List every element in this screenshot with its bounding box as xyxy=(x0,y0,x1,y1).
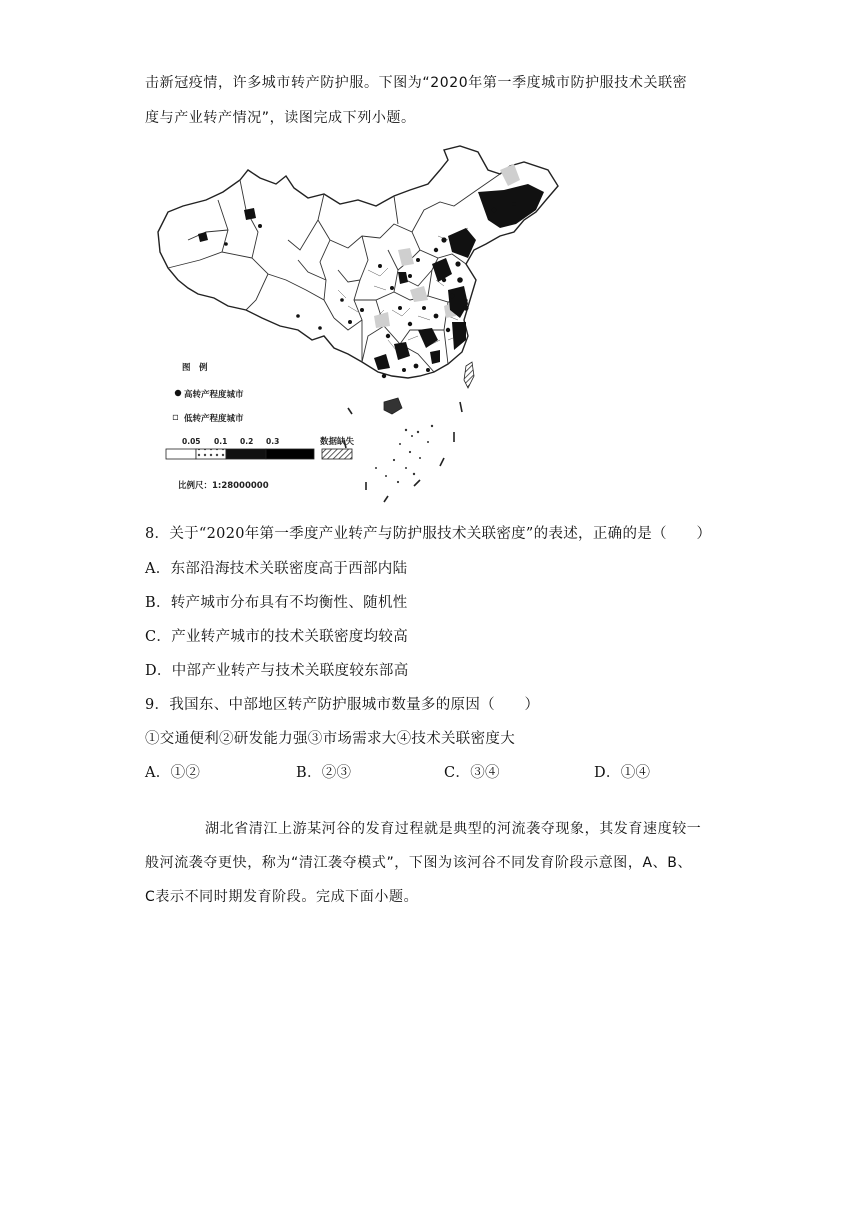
china-map-figure xyxy=(148,140,568,512)
scale-tick-2: 0.1 xyxy=(214,437,228,446)
legend-title: 图 例 xyxy=(182,363,208,373)
china-outline xyxy=(158,146,558,378)
legend-low-label: 低转产程度城市 xyxy=(184,414,244,424)
intro-line-1: 击新冠疫情，许多城市转产防护服。下图为“2020年第一季度城市防护服技术关联密 xyxy=(145,75,688,91)
south-china-sea-islands xyxy=(375,425,433,483)
scale-tick-3: 0.2 xyxy=(240,437,254,446)
q8-stem: 8．关于“2020年第一季度产业转产与防护服技术关联密度”的表述，正确的是（ ） xyxy=(145,526,712,542)
density-scale-bar xyxy=(166,449,352,459)
legend-high-label: 高转产程度城市 xyxy=(184,390,244,400)
high-transfer-legend-icon xyxy=(175,390,181,396)
missing-data-swatch xyxy=(322,449,352,459)
taiwan-missing-data xyxy=(464,362,474,388)
hainan-island xyxy=(384,398,402,414)
intro2-line-1: 湖北省清江上游某河谷的发育过程就是典型的河流袭夺现象，其发育速度较一 xyxy=(205,821,702,837)
q9-option-b: B．②③ xyxy=(296,765,352,781)
china-map xyxy=(148,140,568,512)
legend-low-icon: ▫ xyxy=(172,412,179,423)
south-china-sea-dashes xyxy=(344,402,462,502)
q8-option-a: A．东部沿海技术关联密度高于西部内陆 xyxy=(145,561,408,577)
scale-tick-1: 0.05 xyxy=(182,437,201,446)
q9-option-a: A．①② xyxy=(145,765,201,781)
q9-option-c: C．③④ xyxy=(444,765,500,781)
intro2-line-2: 般河流袭夺更快，称为“清江袭夺模式”，下图为该河谷不同发育阶段示意图，A、B、 xyxy=(145,855,693,871)
q8-option-d: D．中部产业转产与技术关联度较东部高 xyxy=(145,663,409,679)
map-scale-ratio: 比例尺：1:28000000 xyxy=(178,481,269,491)
intro-line-2: 度与产业转产情况”，读图完成下列小题。 xyxy=(145,110,416,126)
scale-tick-4: 0.3 xyxy=(266,437,280,446)
q9-option-d: D．①④ xyxy=(594,765,651,781)
legend-missing-label: 数据缺失 xyxy=(320,437,355,447)
intro2-line-3: C表示不同时期发育阶段。完成下面小题。 xyxy=(145,889,419,905)
q9-stem: 9．我国东、中部地区转产防护服城市数量多的原因（ ） xyxy=(145,697,540,713)
q9-items: ①交通便利②研发能力强③市场需求大④技术关联密度大 xyxy=(145,731,515,747)
q8-option-b: B．转产城市分布具有不均衡性、随机性 xyxy=(145,595,408,611)
q8-option-c: C．产业转产城市的技术关联密度均较高 xyxy=(145,629,408,645)
